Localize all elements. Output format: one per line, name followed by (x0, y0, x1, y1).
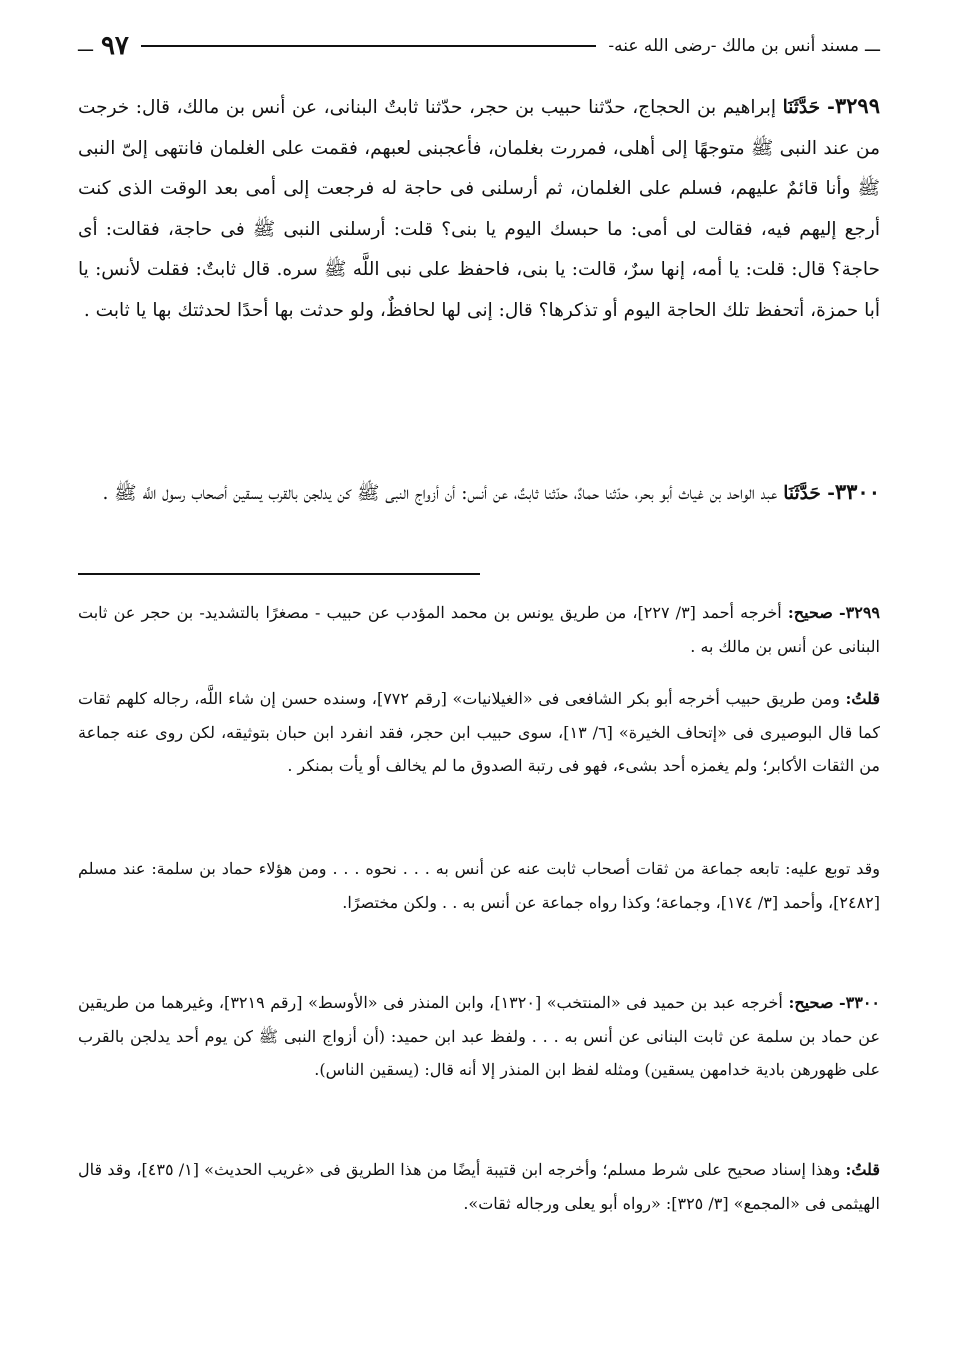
running-header (78, 28, 880, 64)
header-dash-end: ـــ (78, 36, 93, 56)
footnote-text: وقد توبع عليه: تابعه جماعة من ثقات أصحاب ثابت عنه عن أنس به . . . نحوه . . . ومن هؤلاء حماد بن سلمة: عند مسلم [٢٤٨٢]، وأحمد [٣/ ١٧٤]، وجماعة؛ وكذا رواه جماعة عن أنس به . . ولكن مختصرًا. (78, 859, 880, 912)
footnote-text: أخرجه عبد بن حميد فى «المنتخب» [١٣٢٠]، وابن المنذر فى «الأوسط» [رقم ٣٢١٩]، وغيرهما من طريقين عن حماد بن سلمة عن ثابت البنانى عن أنس به . . . ولفظ عبد ابن حميد: (أن أزواج النبى ﷺ كن يوم أحد يدلجن بالقرب على ظهورهن بادية خدامهن يسقين) ومثله لفظ ابن المنذر إلا أنه قال: (يسقين الناس). (78, 993, 880, 1079)
footnote-comment (78, 682, 880, 783)
hadith-lead: حَدَّثَنَا (783, 483, 821, 504)
hadith-number: ٣٢٩٩ (834, 93, 880, 118)
footnote-label: قلتُ: (845, 689, 881, 708)
hadith-text: إبراهيم بن الحجاج، حدّثنا حبيب بن حجر، حدّثنا ثابتٌ البنانى، عن أنس بن مالك، قال: خرجت من عند النبى ﷺ متوجهًا إلى أهلى، فمررت بغلمان، فأعجبنى لعبهم، فقمت على الغلمان فانتهى إلىّ النبى ﷺ وأنا قائمٌ عليهم، فسلم على الغلمان، ثم أرسلنى فى حاجة له فرجعت إلى أمى بعد الوقت الذى كنت أرجع إليهم فيه، فقالت لى أمى: ما حبسك اليوم يا بنى؟ قلت: أرسلنى النبى ﷺ فى حاجة، فقالت: أى حاجة؟ قال: قلت: يا أمه، إنها سرٌ، قالت: يا بنى، فاحفظ على نبى اللَّه ﷺ سره. قال ثابتٌ: فقلت لأنس: يا أبا حمزة، أتحفظ تلك الحاجة اليوم أو تذكرها؟ قال: إنى لها لحافظٌ، ولو حدثت بها أحدًا لحدثتك بها يا ثابت . (78, 97, 880, 321)
footnote-follow-up (78, 852, 880, 919)
footnote-number: ٣٣٠٠- (839, 993, 881, 1012)
footnote-text: أخرجه أحمد [٣/ ٢٢٧]، من طريق يونس بن محمد المؤدب عن حبيب - مصغرًا بالتشديد- بن حجر عن ثابت البنانى عن أنس بن مالك به . (78, 603, 880, 656)
header-rule (141, 45, 596, 47)
header-title: مسند أنس بن مالك -رضى الله عنه- (608, 36, 860, 56)
hadith-3299: ٣٢٩٩- حَدَّثَنَا إبراهيم بن الحجاج، حدّثنا حبيب بن حجر، حدّثنا ثابتٌ البنانى، عن أنس بن مالك، قال: خرجت من عند النبى ﷺ متوجهًا إلى أهلى، فمررت بغلمان، فأعجبنى لعبهم، فقمت على الغلمان فانتهى إلىّ النبى ﷺ وأنا قائمٌ عليهم، فسلم على الغلمان، ثم أرسلنى فى حاجة له فرجعت إلى أمى بعد الوقت الذى كنت أرجع إليهم فيه، فقالت لى أمى: ما حبسك اليوم يا بنى؟ قلت: أرسلنى النبى ﷺ فى حاجة، فقالت: أى حاجة؟ قال: قلت: يا أمه، إنها سرٌ، قالت: يا بنى، فاحفظ على نبى اللَّه ﷺ سره. قال ثابتٌ: فقلت لأنس: يا أبا حمزة، أتحفظ تلك الحاجة اليوم أو تذكرها؟ قال: إنى لها لحافظٌ، ولو حدثت بها أحدًا لحدثتك بها يا ثابت . (78, 93, 880, 321)
footnote-label: قلتُ: (845, 1160, 880, 1179)
footnote-comment-2 (78, 1153, 880, 1220)
page-number: ٩٧ (100, 31, 129, 61)
hadith-lead: حَدَّثَنَا (782, 97, 821, 118)
header-dash: ـــ (865, 36, 880, 56)
hadith-text: عبد الواحد بن غياث أبو بحر، حدّثنا حمادٌ، حدّثنا ثابتٌ، عن أنس: أن أزواج النبى ﷺ كن يدلجن بالقرب يسقين أصحاب رسول اللَّه ﷺ . (102, 483, 778, 504)
footnote-text: ومن طريق حبيب أخرجه أبو بكر الشافعى فى «الغيلانيات» [رقم ٧٧٢]، وسنده حسن إن شاء اللَّه، رجاله كلهم ثقات كما قال البوصيرى فى «إتحاف الخيرة» [٦/ ١٣]، سوى حبيب ابن حجر، فقد انفرد ابن حبان بتوثيقه، لكن روى عنه جماعة من الثقات الأكابر؛ ولم يغمزه أحد بشىء، فهو فى رتبة الصدوق ما لم يخالف أو يأت بمنكر . (78, 689, 880, 775)
footnote-text: وهذا إسناد صحيح على شرط مسلم؛ وأخرجه ابن قتيبة أيضًا من هذا الطريق فى «غريب الحديث» [١/ ٤٣٥]، وقد قال الهيثمى فى «المجمع» [٣/ ٣٢٥]: «رواه أبو يعلى ورجاله ثقات». (78, 1160, 880, 1213)
footnote-grade: صحيح: (787, 603, 833, 622)
footnote-3299 (78, 596, 880, 663)
hadith-3300: ٣٣٠٠- حَدَّثَنَا عبد الواحد بن غياث أبو بحر، حدّثنا حمادٌ، حدّثنا ثابتٌ، عن أنس: أن أزواج النبى ﷺ كن يدلجن بالقرب يسقين أصحاب رسول اللَّه ﷺ . (102, 479, 880, 504)
footnote-number: ٣٢٩٩- (839, 603, 881, 622)
hadith-number: ٣٣٠٠ (834, 479, 880, 504)
footnote-divider (78, 573, 480, 575)
footnote-3300 (78, 986, 880, 1087)
footnote-grade: صحيح: (788, 993, 834, 1012)
